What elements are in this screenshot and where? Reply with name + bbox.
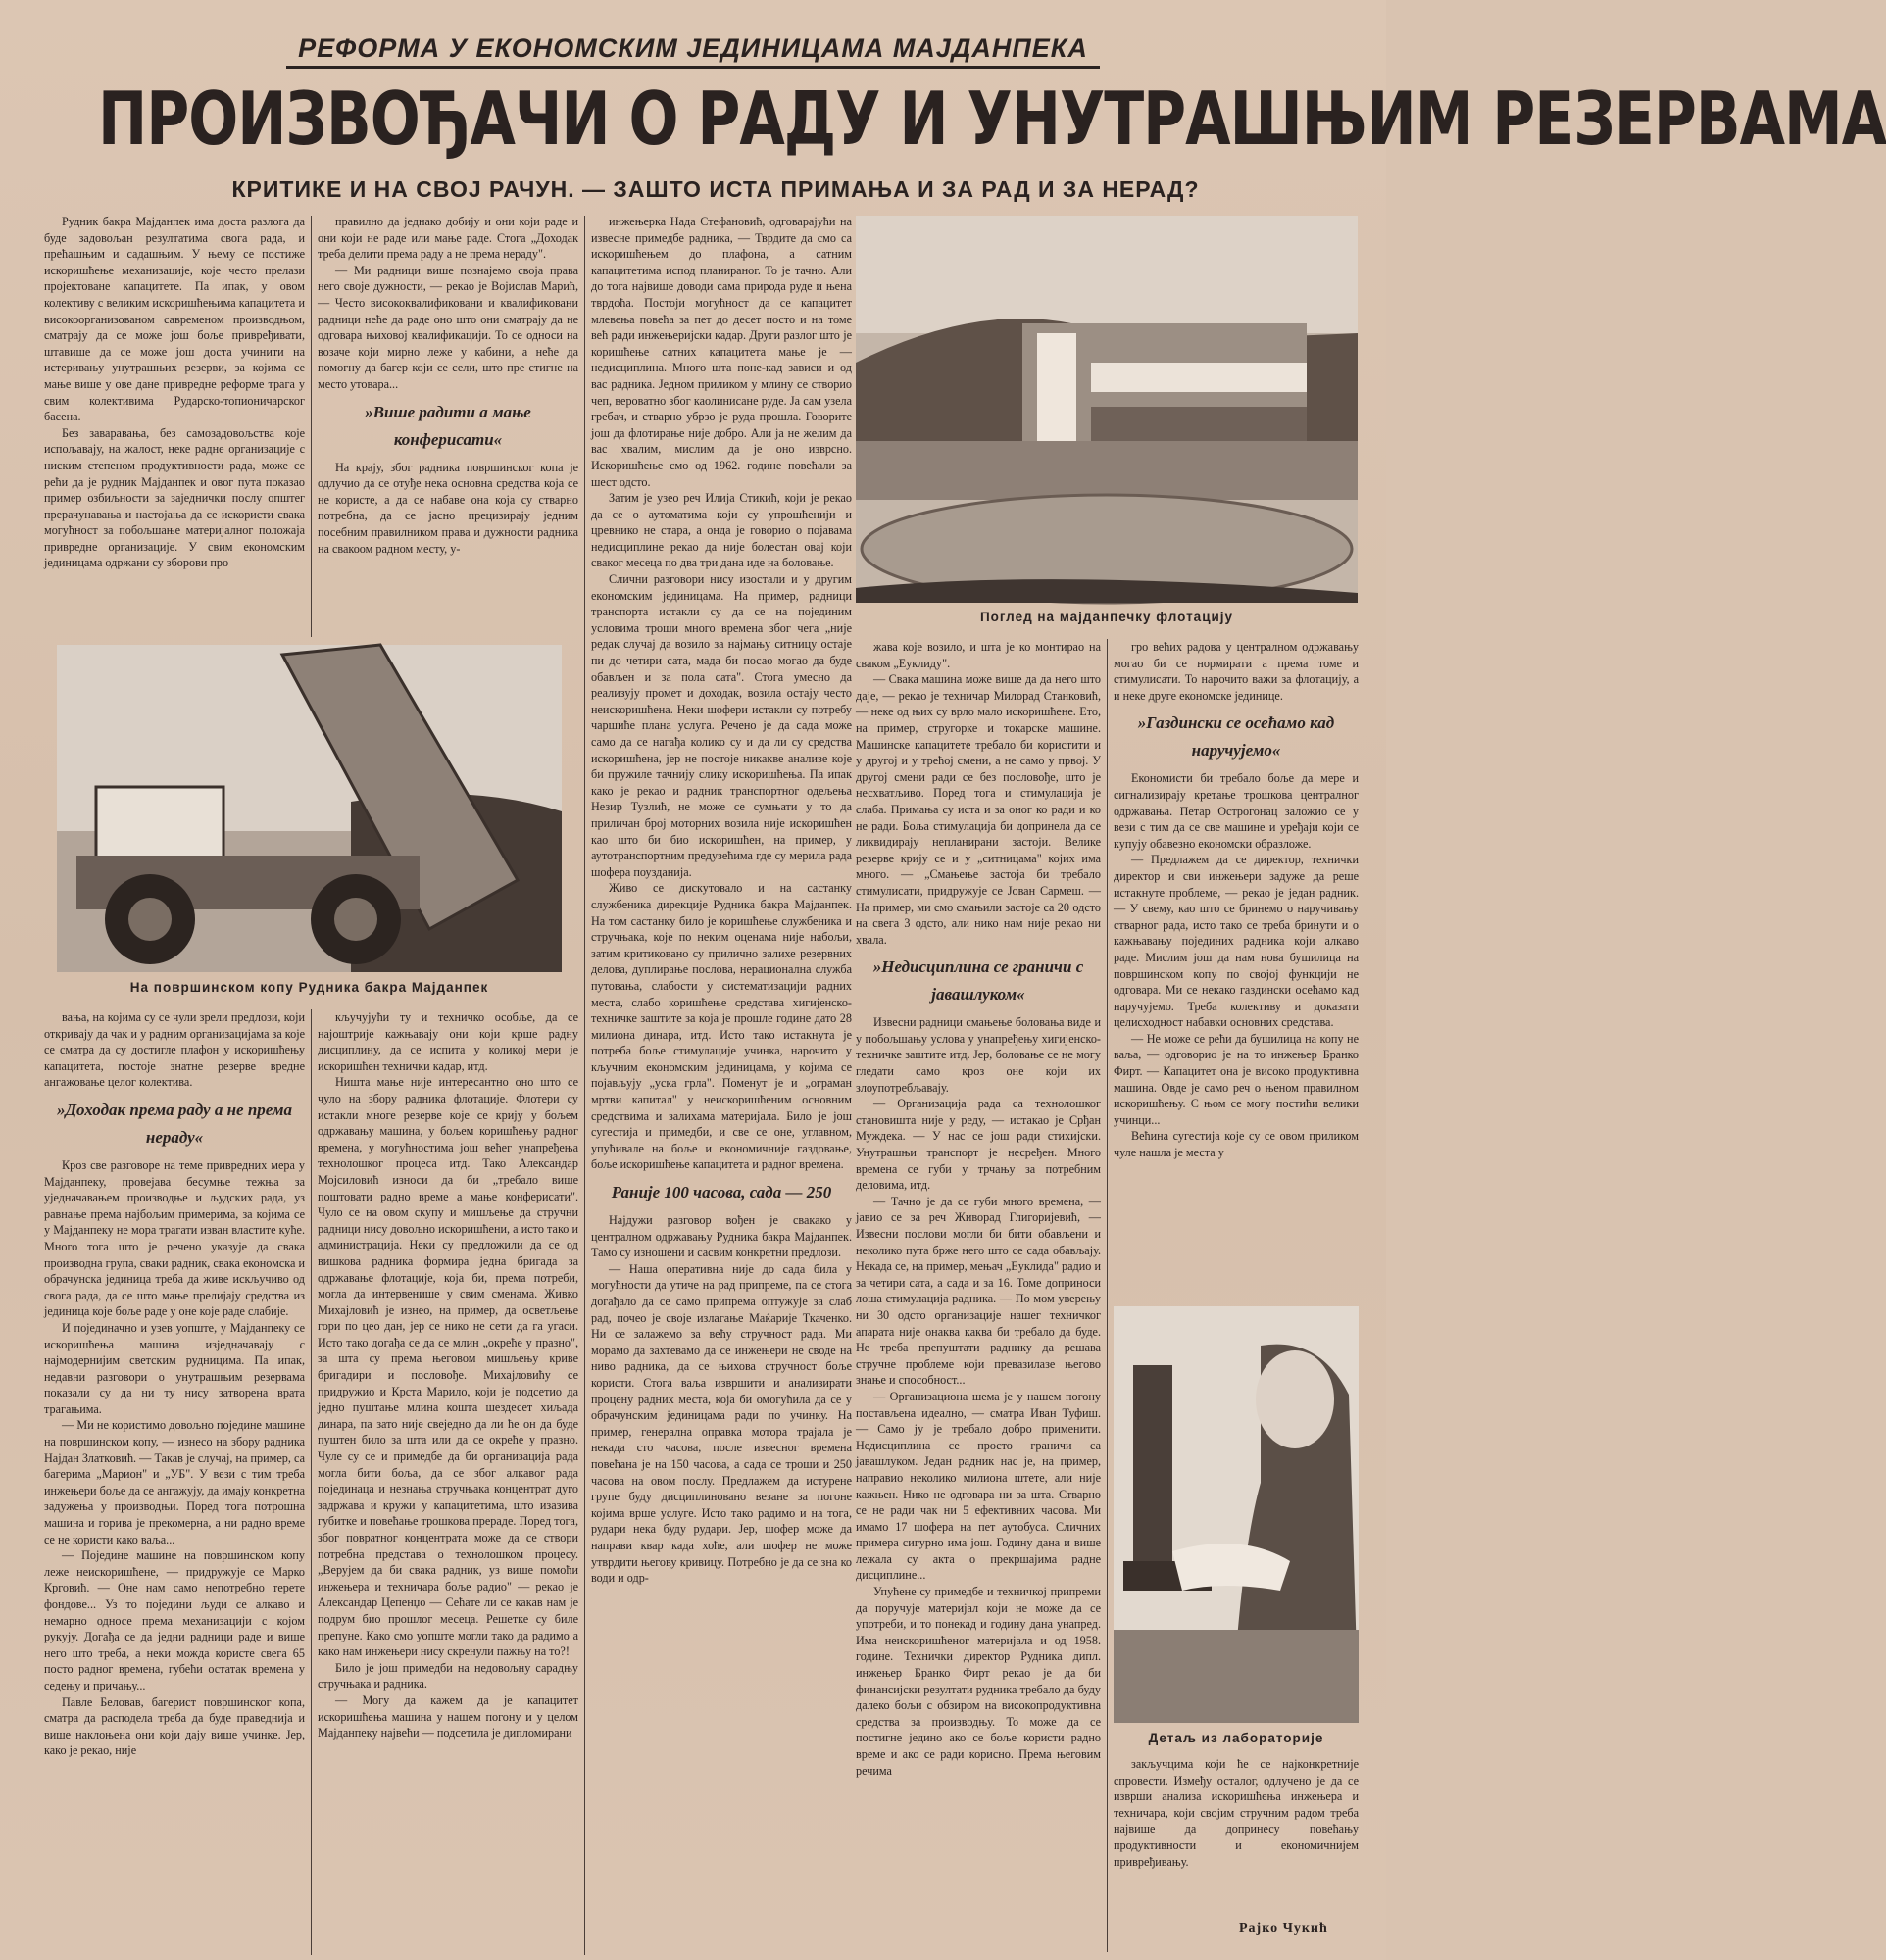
column-4 <box>856 639 1101 1952</box>
paragraph: Најдужи разговор вођен је свакако у централном одржавању Рудника бакра Мајданпек. Тамо су изношени и сасвим конкретни предлози. <box>591 1213 852 1260</box>
column-1-top <box>44 214 305 640</box>
author-signature: Рајко Чукић <box>1239 1921 1328 1936</box>
column-2-top <box>318 214 578 640</box>
lab-photo <box>1114 1306 1359 1723</box>
paragraph: — Тачно је да се губи много времена, — јавио се за реч Живорад Глигоријевић, — Извесни послови могли би бити обављени и неколико пута брже него што се сада обављају. Некада се, на пример, мењач „Еуклида" радио и за четири сата, а сада и за 16. Томе доприноси лоша стимулација радника. — По мом уверењу ни 30 одсто организације нашег техничког апарата није онаква каква би требало да буде. Не треба препуштати раднику да решава стручне проблеме који превазилазе његово знање и способност... <box>856 1194 1101 1388</box>
flotation-photo <box>856 216 1358 603</box>
paragraph: инжењерка Нада Стефановић, одговарајући на извесне примедбе радника, — Тврдите да смо са искоришћењем до плафона, а сатним капацитетима испод планираног. То је тачно. Али до тога највише доводи сама природа руде и њена тврдоћа. Постоји могућност да се капацитет млевења повећа за пет до десет посто и на томе већ ради инжењеријски кадар. Други разлог што је коришћење сатних капацитета мање је — недисциплина. Много шта поне-кад зависи и од вас радника. Једном приликом у млину се створио чеп, вероватно због каолинисане руде. Ја сам узела гребач, и стварно убрзо је руда прошла. Говорите још да флотирање није добро. Али ја не желим да вас хвалим, мислим да је оно изврсно. Искоришћење смо од 1962. године повећали за шест одсто. <box>591 215 852 489</box>
paragraph: — Не може се рећи да бушилица на копу не ваља, — одговорио је на то инжењер Бранко Фирт. — Капацитет она је високо продуктивна машина. Овде је само реч о њеном правилном искоришћењу. С њом се могу постићи велики учинци... <box>1114 1031 1359 1127</box>
paragraph: Живо се дискутовало и на састанку службеника дирекције Рудника бакра Мајданпек. На том састанку било је коришћење службеника и стручњака, које по неким оценама није набољи, затим критиковано су прилично залихе резервних делова, дуплирање послова, нерационална служба путовања, слабости у систематизацији радних места, слабо коришћење средстава хигијенско-техничке заштите за која је прошле године дато 28 милиона динара, итд. Исто тако истакнута је потреба боље стимулације учинка, нарочито у кључним економским јединицама, у којима се појављују „уска грла". Поменут је и „ограман мртви капитал" у неискоришћеним основним средствима и залихама материјала. Било је још сугестија и примедби, и све се оне, углавном, упућивале на боље и економичније газдовање, боље искоришћење капацитета и радног времена. <box>591 881 852 1172</box>
paragraph: — Поједине машине на површинском копу леже неискоришћене, — придружује се Марко Крговић. — Оне нам само непотребно терете фондове... Уз то поједини људи се алкаво и немарно односе према механизацији с којом рукују. Догађа се да једни радници раде и више него што треба, а неки можда користе свега 65 посто радног времена, губећи остатак времена у седењу и причању... <box>44 1548 305 1692</box>
paragraph: Слични разговори нису изостали и у другим економским јединицама. На пример, радници транспорта истакли су да се на појединим условима троши много времена због чега „није редак случај да возило за најмању ситницу остаје пи до четири сата, мада би посао могао да буде обављен и за пола сата". Стога умесно да реализују промет и доходак, возила остају често неискоришћена. Неки шофери истакли су потребу чаршиће плана услуга. Речено је да сада може само да се нагађа колико су и да ли су средства искоришћена, јер не постоје никакве анализе које би пружиле тачнију слику искоришћења. Па ипак како је рекао и радник транспортног одељења Незир Тузлић, не може се сумњати у то да приличан број моторних возила није искоришћен као што би био искоришћен, на пример, у аутотранспортним предузећима где су мерила рада шофера поузданија. <box>591 572 852 879</box>
paragraph: кључујући ту и техничко особље, да се најоштрије кажњавају они који крше радну дисциплину, да се испита у коликој мери је искоришћен технички кадар, итд. <box>318 1010 578 1073</box>
headline: ПРОИЗВОЂАЧИ О РАДУ И УНУТРАШЊИМ РЕЗЕРВАМА <box>98 76 1886 163</box>
paragraph: — Ми радници више познајемо своја права него своје дужности, — рекао је Војислав Марић, — Често висококвалификовани и квалификовани радници неће да раде оно што они сматрају да не одговара њиховој квалификацији. То се односи на возаче који мирно леже у кабини, а неће да помогну да багер који се сели, што пре стигне на место утовара... <box>318 263 578 391</box>
paragraph: правилно да једнако добију и они који раде и они који не раде или мање раде. Стога „Доходак треба делити према раду а не према нераду". <box>318 215 578 262</box>
paragraph: Ништа мање није интересантно оно што се чуло на збору радника флотације. Флотери су истакли многе резерве које се крију у бољем одржавању машина, у бољем коришћењу радног времена, у могућностима још већег унапређења технолошког процеса итд. Тако Александар Мојсиловић износи да би „требало више поштовати радно време а мање конферисати". Чуло се на овом скупу и мишљење да стручни радници нису довољно искоришћени, а исто тако и администрација. Неки су предложили да се од вишкова радника формира једна бригада за одржавање флотације, која би, према потреби, могла да интервенише у свим сменама. Живко Михајловић је изнео, на пример, да осветљење гори по цео дан, јер се нико не сети да га угаси. Исто тако догађа се да се млин „окреће у празно", за шта су према његовом мишљењу криве бригадири и пословође. Михајловићу се придружио и Крста Марило, који је подсетио да једно пуштање млина кошта шездесет хиљада динара, па зато није свеједно да ли ће он да буде пуштен било за шта или да се окреће у празно. Чуле су се и примедбе да би организација рада могла бити боља, да се због алкавог рада појединаца и незнања стручњака концентрат дуго задржава и кружи у капацитетима, што изазива губитке и повећање трошкова прераде. Поред тога, због повратног концентрата може да се створи потребна представа о технолошком процесу. „Верујем да би свака радник, уз више помоћи инжењера и техничара боље радио" — рекао је Александар Цепенџо — Сећате ли се какав нам је подрум био прошлог месеца. Решетке су биле препуне. Како смо уопште могли тако да радимо а како нам инжењери нису скренули пажњу на то?! <box>318 1075 578 1659</box>
paragraph: Павле Беловав, багерист површинског копа, сматра да расподела треба да буде праведнија и више наклоњена они који дају више учинке. Јер, како је рекао, није <box>44 1694 305 1758</box>
paragraph: вања, на којима су се чули зрели предлози, који откривају да чак и у радним организацијама за које се сматра да су достигле плафон у искоришћењу капацитета, постоје знатне резерве вредне ангажовање целог колектива. <box>44 1010 305 1090</box>
column-5-end <box>1114 1756 1359 1918</box>
paragraph: И појединачно и узев уопште, у Мајданпеку се искоришћења машина изједначавају с најмодернијим светским рудницима. Па ипак, недавни разговори о унутрашњим резервама показали су да ни ту нису затворена врата трагањима. <box>44 1320 305 1416</box>
paragraph: — Предлажем да се директор, технички директор и сви инжењери задуже да реше истакнуте проблеме, — рекао је један радник. — У свему, као што се бринемо о наручивању стварног рада, исто тако се треба бринути и о кажњавању појединих радника који алкаво раде. Мислим још да нам нова бушилица на површинском копу по својој функцији не одговара. Ми се некако газдински осећамо кад наручујемо. Треба колективу и доказати целисходност набавки основних средстава. <box>1114 853 1359 1030</box>
truck-photo <box>57 645 562 972</box>
column-rule <box>1107 639 1108 1952</box>
paragraph: Без заваравања, без самозадовољства које испољавају, на жалост, неке радне организације с ниским степеном продуктивности рада, може се рећи да је рудник Мајданпек и овог пута показао пример озбиљности за заједнички послу општег прерачунавања и настојања да се искористи свака могућност за побољшање материјалног положаја привредне организације. У свим економским јединицама одржани су зборови про <box>44 425 305 570</box>
column-3 <box>591 214 852 1954</box>
paragraph: жава које возило, и шта је ко монтирао на сваком „Еуклиду". <box>856 640 1101 670</box>
section-subheading: Раније 100 часова, сада — 250 <box>611 1183 832 1202</box>
caption-lab: Детаљ из лабораторије <box>1148 1731 1324 1745</box>
paragraph: На крају, због радника површинског копа је одлучио да се отуђе нека основна средства која се не користе, а да се набаве она која су стварно потребна, да се јасно прецизирају једним посебним правилником права и дужности радника на свакоом радном месту, у- <box>318 460 578 556</box>
column-1-bottom <box>44 1009 305 1955</box>
paragraph: Кроз све разговоре на теме привредних мера у Мајданпеку, провејава бесумње тежња за уједначавањем производње и људских рада, уз равнање према најбољим примерима, за којима се у Мајданпеку не мора трагати изван властите куће. Много тога што је речено указује да свака производна група, сваки радник, свака економска и обрачунска јединица треба да живе искључиво од свога рада, да се што мање прелијају средства из јединица које боље раде у оне које раде слабије. <box>44 1157 305 1319</box>
paragraph: Извесни радници смањење боловања виде и у побољшању услова у унапређењу хигијенско-техничке заштите итд. Јер, боловање се не могу гледати само кроз оне који их злоупотребљавају. <box>856 1015 1101 1095</box>
paragraph: — Могу да кажем да је капацитет искоришћења машина у нашем погону и у целом Мајданпеку највећи — подсетила је дипломирани <box>318 1692 578 1740</box>
subheadline: КРИТИКЕ И НА СВОЈ РАЧУН. — ЗАШТО ИСТА ПРИМАЊА И ЗА РАД И ЗА НЕРАД? <box>231 176 1200 202</box>
paragraph: Било је још примедби на недовољну сарадњу стручњака и радника. <box>318 1660 578 1691</box>
section-subheading: »Газдински се осећамо кад наручујемо« <box>1137 713 1335 760</box>
caption-truck: На површинском копу Рудника бакра Мајданпек <box>129 980 489 995</box>
paragraph: Економисти би требало боље да мере и сигнализирају кретање трошкова централног одржавања. Петар Острогонац заложио се у вези с тим да се све машине и уређаји који се купују обавезно економски образложе. <box>1114 771 1359 851</box>
column-rule <box>311 216 312 637</box>
paragraph: Већина сугестија које су се овом приликом чуле нашла је места у <box>1114 1129 1359 1160</box>
paragraph: Рудник бакра Мајданпек има доста разлога да буде задовољан резултатима свога рада, и прећашњим и садашњим. У њему се постиже искоришћење механизације, које често прелази пројектоване капацитете. Па ипак, у овом колективу с великим искоришћењима капацитета и високоорганизованом савременом производњом, сматрају да се може још боље привређивати, штавише да се може још доста учинити на истеривању унутрашњих резерви, за којима се мање више у ове дане привредне реформе трага у свим колективима Рударско-топионичарског басена. <box>44 215 305 424</box>
column-rule <box>584 216 585 1955</box>
column-2-bottom <box>318 1009 578 1955</box>
paragraph: — Свака машина може више да да него што даје, — рекао је техничар Милорад Станковић, — неке од њих су врло мало искоришћене. Ето, на пример, стругорке и токарске машине. Машинске капацитете требало би користити и у другој и у трећој смени, а не само у првој. У другој смени ради се без пословође, што је несхватљиво. Поред тога и стимулација је слаба. Примања су иста и за оног ко ради и ко не ради. Боља стимулација би допринела да се ликвидирају непланирани застоји. Велике резерве крију се и у „ситницама" којих има много. — „Смањење застоја би требало стимулисати, придружује се Јован Сармеш. — На пример, ми смо смањили застоје са 20 одсто на свега 3 одсто, али нико нам није рекао ни хвала. <box>856 672 1101 947</box>
column-5 <box>1114 639 1359 1305</box>
paragraph: — Организација рада са технолошког становишта није у реду, — истакао је Срђан Муждека. — У нас се још ради стихијски. Унутрашњи транспорт је несређен. Много времена се губи у трчању за потребним деловима, итд. <box>856 1097 1101 1193</box>
paragraph: гро већих радова у централном одржавању могао би се нормирати а према томе и стимулисати. То нарочито важи за флотацију, а и неке друге економске јединице. <box>1114 640 1359 703</box>
caption-flotation: Поглед на мајданпечку флотацију <box>979 610 1234 624</box>
column-rule <box>311 1009 312 1955</box>
kicker-text: РЕФОРМА У ЕКОНОМСКИМ ЈЕДИНИЦАМА МАЈДАНПЕКА <box>286 33 1100 69</box>
paragraph: Упућене су примедбе и техничкој припреми да поручује материјал који не може да се употреби, и то понекад и годину дана унапред. Има неискоришћеног материјала и од 1958. године. Технички директор Рудника дипл. инжењер Бранко Фирт рекао је да би финансијски резултати рудника требало да буду далеко бољи с обзиром на високопродуктивна средства за производњу. То може да се постигне једино ако се боље користи радно време и ако се ради корисно. Према његовим речима <box>856 1585 1101 1778</box>
section-subheading: »Доходак према раду а не према нераду« <box>56 1100 293 1147</box>
paragraph: — Наша оперативна није до сада била у могућности да утиче на рад припреме, па се стога догађало да се само припрема оптужује за слаб рад, почео је своје излагање Маќарије Ткаченко. Ни се залажемо за већу стручност рада. Ми морамо да захтевамо да се инжењери не своде на ниво радника, да се њихова стручност боље користи. Стога ваља извршити и анализирати процену радних места, која би омогућила да се у обрачунским јединицама ради по учинку. На пример, генерална оправка мотора трајала је некада сто часова, после извесног времена повећана је на 150 часова, а сада се троши и 250 часова на овом послу. Предлажем да истурене групе буду дисциплиновано везане за погоне којима врше услуге. Исто тако радимо и на тога, рудари нека буду рудари. Јер, шофер може да направи квар када хоће, али шофер не може утврдити његову кривицу. Потребно је да се зна ко води и одр- <box>591 1261 852 1586</box>
paragraph: — Ми не користимо довољно поједине машине на површинском копу, — изнесо на збору радника Најдан Златковић. — Такав је случај, на пример, са багерима „Марион" и „УБ". У вези с тим треба инжењери боље да се ангажују, да имају конкретна задужења у производњи. Поред тога потрошна машина и горива је прекомерна, а ни радно време се не користи како ваља... <box>44 1418 305 1546</box>
paragraph: закључцима који ће се најконкретније спровести. Између осталог, одлучено је да се изврши анализа искоришћења инжењера и техничара, који својим стручним радом треба највише да допринесу повећању продуктивности и економичнијем привређивању. <box>1114 1757 1359 1869</box>
section-subheading: »Недисциплина се граничи с јавашлуком« <box>872 957 1084 1004</box>
paragraph: Затим је узео реч Илија Стикић, који је рекао да се о аутоматима који су упрошћенији и цревнико не стара, а онда је говорио о појавама недисциплине рекао да није болестан овај који сваког месеца по два три дана иде на боловање. <box>591 491 852 570</box>
section-subheading: »Више радити а мање конферисати« <box>365 402 531 449</box>
paragraph: — Организациона шема је у нашем погону постављена идеално, — сматра Иван Туфиш. — Само ју је требало добро применити. Недисциплина се просто граничи са јавашлуком. Један радник нас је, на пример, направио неколико милиона штете, али није кажњен. Нико не одговара ни за шта. Стварно се не ради чак ни 5 ефективних часова. Ми имамо 17 шофера на пет аутобуса. Сличних примера сигурно има још. Годину дана и више лежала су акта о прекршајима радне дисциплине... <box>856 1389 1101 1583</box>
